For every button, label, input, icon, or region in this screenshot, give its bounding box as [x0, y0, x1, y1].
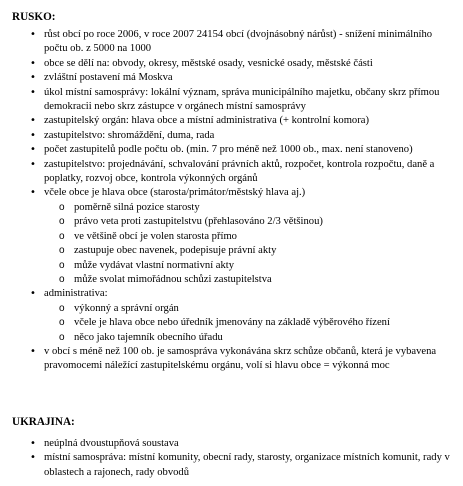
sub-list-item: o může svolat mimořádnou schůzi zastupitelstva: [0, 273, 463, 287]
list-item: • počet zastupitelů podle počtu ob. (min. 7 pro méně než 1000 ob., max. není stanoveno): [0, 143, 463, 157]
list-item: • místní samospráva: místní komunity, obecní rady, starosty, organizace místních komunit, rady v oblastech a rajonech, rady obvodů: [0, 451, 463, 480]
sub-list-item: o poměrně silná pozice starosty: [0, 201, 463, 215]
list-item: • úkol místní samosprávy: lokální význam, správa municipálního majetku, občany skrz přímou demokracii nebo skrz zástupce v orgánech místní samosprávy: [0, 86, 463, 115]
list-item: • neúplná dvoustupňová soustava: [0, 437, 463, 451]
list-item: • v obcí s méně než 100 ob. je samospráva vykonávána skrz schůze občanů, která je vybavena pravomocemi náležící zastupitelskému orgánu, volí si hlavu obce = výkonná moc: [0, 345, 463, 374]
rusko-list: [0, 28, 463, 374]
list-item: • zastupitelstvo: shromáždění, duma, rada: [0, 129, 463, 143]
section-heading-rusko: RUSKO:: [12, 11, 56, 23]
sub-list-item: o včele je hlava obce nebo úředník jmenovány na základě výběrového řízení: [0, 316, 463, 330]
list-item: • zastupitelský orgán: hlava obce a místní administrativa (+ kontrolní komora): [0, 114, 463, 128]
sub-list-item: o právo veta proti zastupitelstvu (přehlasováno 2/3 většinou): [0, 215, 463, 229]
list-item: • růst obcí po roce 2006, v roce 2007 24154 obcí (dvojnásobný nárůst) - snížení minimálního počtu ob. z 5000 na 1000: [0, 28, 463, 57]
sub-list-item: o může vydávat vlastní normativní akty: [0, 259, 463, 273]
sub-list-item: o ve většině obcí je volen starosta přímo: [0, 230, 463, 244]
sub-list-item: o něco jako tajemník obecního úřadu: [0, 331, 463, 345]
list-item: • obce se dělí na: obvody, okresy, městské osady, vesnické osady, městské části: [0, 57, 463, 71]
sub-list-item: o výkonný a správní orgán: [0, 302, 463, 316]
list-item: • administrativa:: [0, 287, 463, 301]
ukrajina-list: [0, 437, 463, 480]
list-item: • zvláštní postavení má Moskva: [0, 71, 463, 85]
section-heading-ukrajina: UKRAJINA:: [12, 416, 75, 428]
list-item: • zastupitelstvo: projednávání, schvalování právních aktů, rozpočet, kontrola rozpočtu, daně a poplatky, rozvoj obce, kontrola výkonných orgánů: [0, 158, 463, 187]
list-item: • včele obce je hlava obce (starosta/primátor/městský hlava aj.): [0, 186, 463, 200]
sub-list-item: o zastupuje obec navenek, podepisuje právní akty: [0, 244, 463, 258]
